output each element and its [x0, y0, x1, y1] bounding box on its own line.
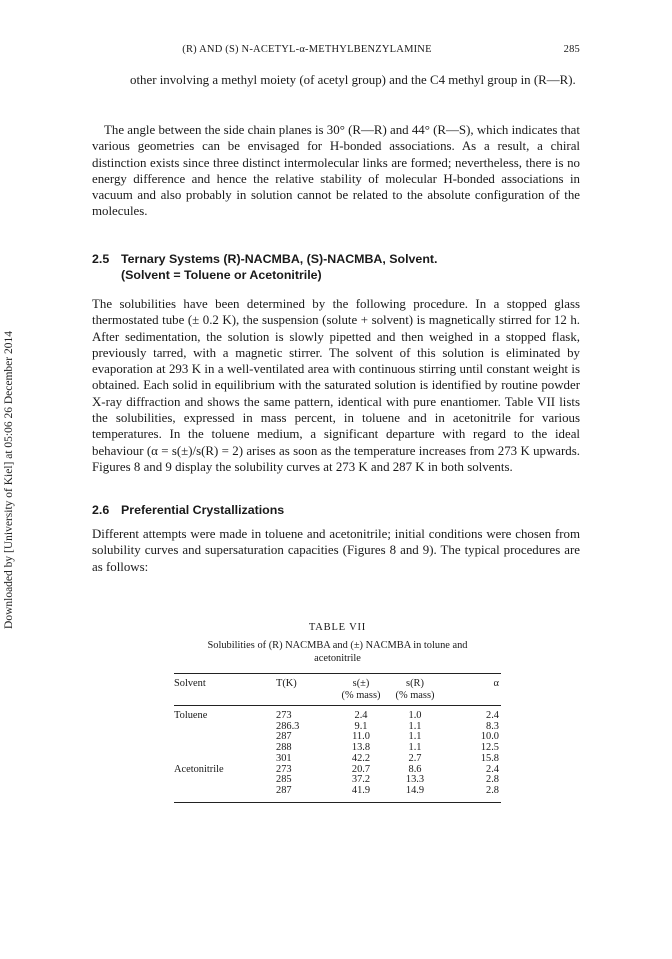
cell-s-r: 2.7 [408, 752, 422, 764]
cell-s-r: 1.0 [408, 710, 422, 721]
cell-s-racemic: 37.2 [351, 774, 371, 786]
section-title: Preferential Crystallizations [121, 503, 285, 517]
cell-alpha: 10.0 [480, 731, 499, 743]
paragraph-side-chain-angles: The angle between the side chain planes is 30° (R—R) and 44° (R—S), which indicates that various geometries can be envisaged for H-bonded associations. As a result, a chiral distinction exists since three distinct intermolecular links are formed; nevertheless, there is no energy difference and hence the relative stability of molecular H-bonded associations in vacuum and also probably in solution cannot be related to the absolute configuration of the molecules. [92, 123, 580, 219]
cell-alpha: 2.4 [486, 763, 499, 775]
cell-temperature: 287 [276, 784, 292, 796]
cell-alpha: 8.3 [486, 720, 499, 732]
paragraph-preferential-crystallizations: Different attempts were made in toluene and acetonitrile; initial conditions were chosen from solubility curves and supersaturation capacities (Figures 8 and 9). The typical procedures are as follows: [92, 527, 580, 574]
table-header-row [174, 674, 501, 705]
table-caption: Solubilities of (R) NACMBA and (±) NACMBA in tolune and acetonitrile [207, 640, 468, 664]
cell-temperature: 273 [276, 710, 292, 721]
section-title-line2: (Solvent = Toluene or Acetonitrile) [121, 268, 322, 282]
section-number: 2.5 [92, 252, 110, 266]
header-s-racemic-unit: (% mass) [341, 690, 381, 701]
cell-solvent: Toluene [174, 710, 208, 721]
table-row [174, 743, 501, 754]
paragraph-continuation: other involving a methyl moiety (of acetyl group) and the C4 methyl group in (R—R). [130, 73, 576, 87]
table-row [174, 786, 501, 802]
header-solvent: Solvent [174, 678, 206, 689]
cell-solvent [174, 786, 270, 802]
cell-s-racemic: 2.4 [354, 710, 368, 721]
table-row [174, 732, 501, 743]
header-s-racemic-symbol: s(±) [352, 678, 370, 689]
table-row [174, 722, 501, 733]
table-row [174, 754, 501, 765]
cell-alpha: 2.8 [486, 784, 499, 796]
table-vii [174, 622, 501, 803]
page-number: 285 [563, 44, 580, 55]
header-s-r-symbol: s(R) [406, 678, 424, 689]
cell-solvent [174, 775, 270, 786]
cell-s-racemic: 20.7 [351, 763, 371, 775]
paragraph-solubility-procedure: The solubilities have been determined by the following procedure. In a stopped glass thermostated tube (± 0.2 K), the suspension (solute + solvent) is magnetically stirred for 12 h. After sedimentation, the solution is slowly pipetted and then weighed in a stopped flask, previously tarred, with a magnetic stirrer. The solvent of this solution is eliminated by evaporation at 293 K in a well-ventilated area with continuous stirring until constant weight is obtained. Each solid in equilibrium with the saturated solution is identified by routine powder X-ray diffraction and shows the same pattern, identical with pure enantiomer. Table VII lists the solubilities, expressed in mass percent, in toluene and in acetonitrile for various temperatures. In the toluene medium, a significant departure with regard to the ideal behaviour (α = s(±)/s(R) = 2) arises as soon as the temperature increases from 273 K upwards. Figures 8 and 9 display the solubility curves at 273 K and 287 K in both solvents. [92, 297, 580, 474]
header-temperature-label: T(K) [276, 678, 297, 689]
running-head-title: (R) AND (S) N-ACETYL-α-METHYLBENZYLAMINE [182, 44, 432, 55]
cell-s-racemic: 11.0 [352, 731, 370, 743]
section-heading-2-5 [92, 251, 437, 283]
download-watermark [1, 300, 17, 660]
table-bottom-rule [174, 802, 501, 803]
header-s-r-unit: (% mass) [395, 690, 435, 701]
cell-solvent [174, 743, 270, 754]
section-heading-2-6 [92, 502, 284, 518]
cell-solvent [174, 722, 270, 733]
cell-s-r: 14.9 [405, 784, 425, 796]
cell-s-r: 1.1 [408, 742, 422, 754]
cell-solvent [174, 732, 270, 743]
cell-temperature: 286.3 [276, 720, 300, 732]
cell-s-racemic: 41.9 [351, 784, 371, 796]
cell-s-racemic: 9.1 [354, 720, 368, 732]
cell-alpha: 2.8 [486, 774, 499, 786]
table-row [174, 765, 501, 776]
cell-s-r: 1.1 [408, 731, 422, 743]
cell-s-racemic: 42.2 [351, 752, 371, 764]
section-title-line1: Ternary Systems (R)-NACMBA, (S)-NACMBA, Solvent. [121, 252, 438, 266]
cell-alpha: 12.5 [480, 742, 499, 754]
cell-solvent [174, 754, 270, 765]
solubility-table [174, 674, 501, 802]
cell-s-r: 13.3 [405, 774, 425, 786]
cell-temperature: 287 [276, 731, 292, 743]
cell-solvent: Acetonitrile [174, 763, 224, 775]
cell-temperature: 288 [276, 742, 292, 754]
header-temperature [270, 674, 334, 705]
section-number: 2.6 [92, 503, 110, 517]
cell-s-r: 1.1 [408, 720, 422, 732]
header-alpha: α [493, 678, 499, 689]
table-row [174, 706, 501, 722]
header-s-racemic [334, 674, 388, 705]
table-row [174, 775, 501, 786]
header-s-r [388, 674, 442, 705]
download-watermark-text: Downloaded by [University of Kiel] at 05:06 26 December 2014 [3, 331, 15, 629]
cell-temperature: 285 [276, 774, 292, 786]
cell-temperature: 301 [276, 752, 292, 764]
cell-temperature: 273 [276, 763, 292, 775]
table-label: TABLE VII [308, 622, 367, 633]
cell-s-r: 8.6 [408, 763, 422, 775]
cell-s-racemic: 13.8 [351, 742, 371, 754]
cell-alpha: 2.4 [486, 710, 499, 721]
cell-alpha: 15.8 [480, 752, 499, 764]
